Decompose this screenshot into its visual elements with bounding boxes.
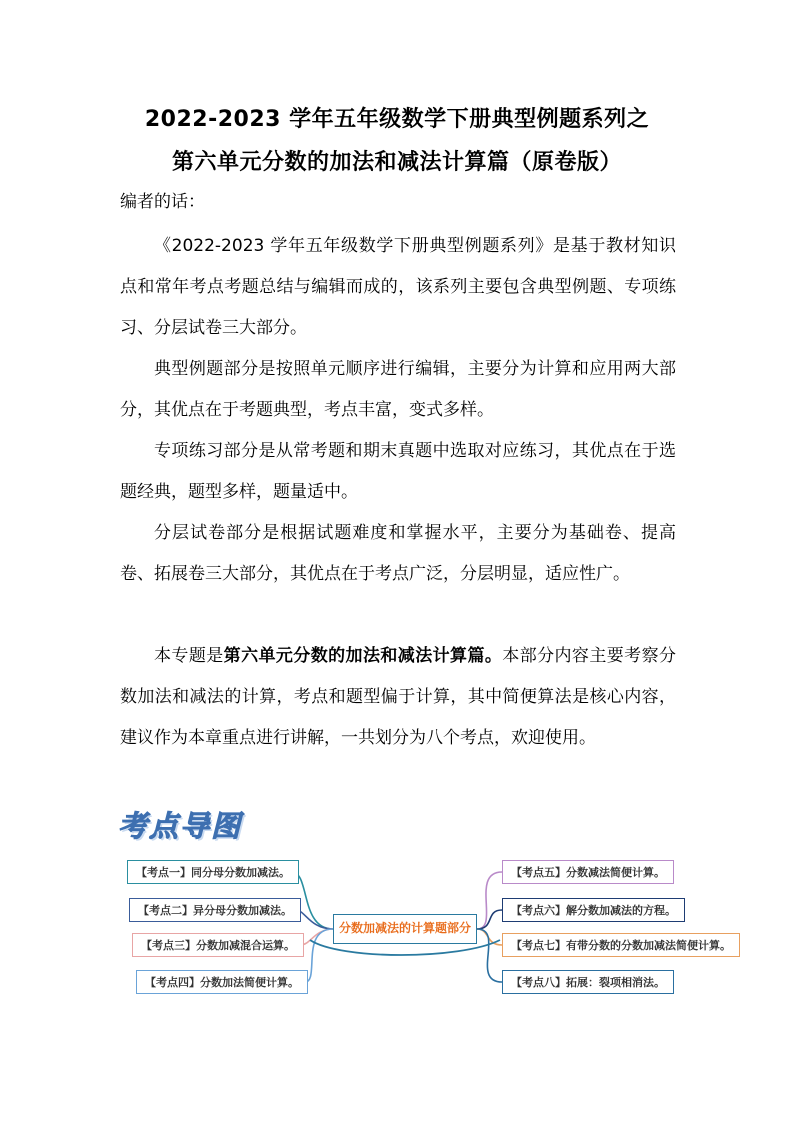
paragraph-series-intro: 《2022-2023 学年五年级数学下册典型例题系列》是基于教材知识点和常年考点考题总结与编辑而成的，该系列主要包含典型例题、专项练习、分层试卷三大部分。 bbox=[120, 236, 676, 338]
mindmap-node-point4: 【考点四】分数加法简便计算。 bbox=[136, 970, 308, 994]
paragraph-typical-examples: 典型例题部分是按照单元顺序进行编辑，主要分为计算和应用两大部分，其优点在于考题典型，考点丰富，变式多样。 bbox=[120, 359, 676, 420]
mindmap-node-point1: 【考点一】同分母分数加减法。 bbox=[127, 860, 299, 884]
mindmap-heading: 考点导图 bbox=[118, 809, 243, 843]
document-title-line2: 第六单元分数的加法和减法计算篇（原卷版） bbox=[171, 150, 622, 175]
mindmap-node-point3: 【考点三】分数加减混合运算。 bbox=[132, 933, 304, 957]
topic-suffix: 本部分内容主要考察分数加法和减法的计算，考点和题型偏于计算，其中简便算法是核心内容，建议作为本章重点进行讲解，一共划分为八个考点，欢迎使用。 bbox=[120, 646, 677, 748]
connector-n6 bbox=[477, 910, 502, 929]
topic-name: 第六单元分数的加法和减法计算篇。 bbox=[223, 646, 503, 666]
mindmap-node-point8: 【考点八】拓展：裂项相消法。 bbox=[502, 970, 674, 994]
paragraph-topic-summary bbox=[120, 636, 676, 759]
mindmap-node-point5: 【考点五】分数减法简便计算。 bbox=[502, 860, 674, 884]
connector-n8 bbox=[477, 929, 502, 982]
mindmap-center-node: 分数加减法的计算题部分 bbox=[333, 914, 477, 944]
connector-n4 bbox=[305, 929, 333, 982]
document-title-line1: 2022-2023 学年五年级数学下册典型例题系列之 bbox=[144, 107, 650, 132]
mindmap-node-point2: 【考点二】异分母分数加减法。 bbox=[129, 898, 301, 922]
mindmap-node-point7: 【考点七】有带分数的分数加减法简便计算。 bbox=[502, 933, 740, 957]
paragraph-special-practice: 专项练习部分是从常考题和期末真题中选取对应练习，其优点在于选题经典，题型多样，题量适中。 bbox=[120, 441, 676, 502]
editor-note-label: 编者的话： bbox=[120, 192, 205, 212]
mindmap-node-point6: 【考点六】解分数加减法的方程。 bbox=[502, 898, 685, 922]
paragraph-layered-tests: 分层试卷部分是根据试题难度和掌握水平，主要分为基础卷、提高卷、拓展卷三大部分，其优点在于考点广泛，分层明显，适应性广。 bbox=[120, 523, 676, 584]
topic-prefix: 本专题是 bbox=[154, 646, 224, 666]
